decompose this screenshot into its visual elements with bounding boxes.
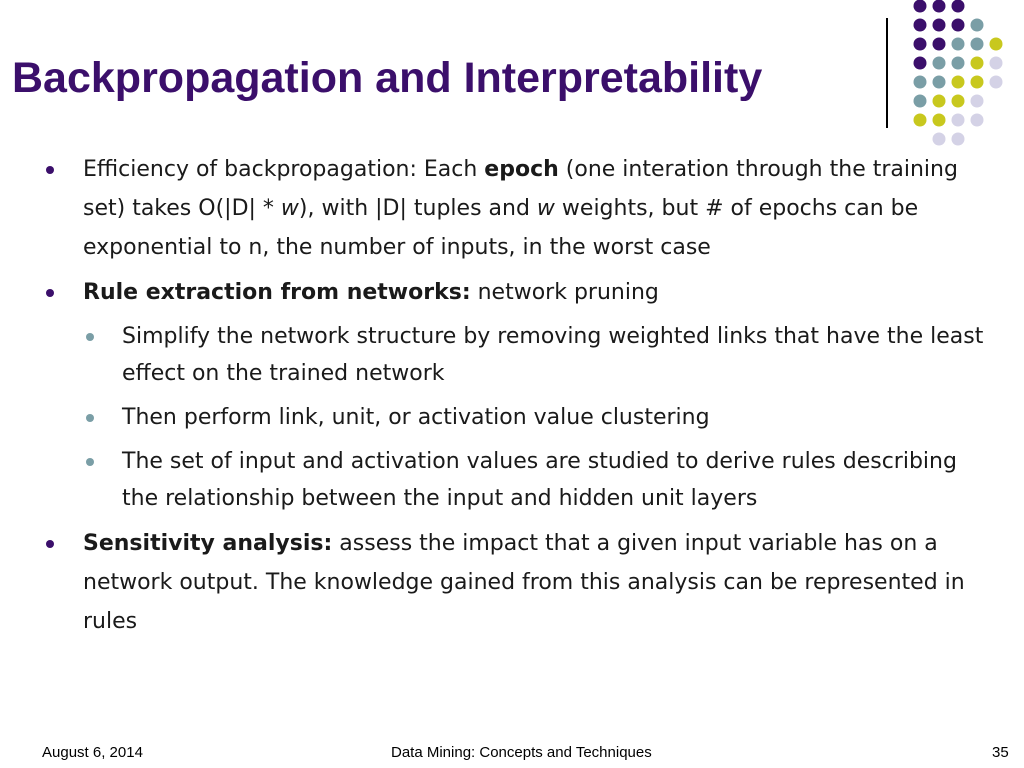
bullet-text-segment: w: [280, 196, 299, 221]
decorative-dot: [933, 133, 946, 146]
decorative-dot: [914, 19, 927, 32]
decorative-dot: [971, 114, 984, 127]
bullet-text-segment: Then perform link, unit, or activation value clustering: [122, 405, 710, 430]
bullet-text-segment: Sensitivity analysis:: [83, 531, 333, 556]
bullet-text-segment: Simplify the network structure by removing weighted links that have the least effect on the trained network: [122, 324, 984, 386]
bullet-text-segment: epoch: [484, 157, 559, 182]
decorative-dot: [933, 95, 946, 108]
decorative-dot: [990, 38, 1003, 51]
decorative-dot: [971, 57, 984, 70]
bullet-item: [40, 273, 990, 312]
sub-bullet-item: [40, 318, 990, 392]
bullet-text-segment: w: [536, 196, 555, 221]
decorative-dot: [990, 76, 1003, 89]
bullet-marker-icon: [86, 458, 94, 466]
decorative-dot: [914, 0, 927, 13]
decorative-dot-grid: [900, 0, 1024, 150]
bullet-text-segment: ), with |D| tuples and: [298, 196, 537, 221]
decorative-dot: [914, 76, 927, 89]
decorative-dot: [933, 114, 946, 127]
bullet-item: [40, 524, 990, 641]
footer-date: August 6, 2014: [42, 744, 143, 761]
decorative-dot: [933, 0, 946, 13]
sub-bullet-item: [40, 443, 990, 517]
decorative-dot: [914, 95, 927, 108]
decorative-dot: [952, 76, 965, 89]
bullet-marker-icon: [86, 333, 94, 341]
bullet-text-segment: (one interation through the training set) takes O(|D| *: [83, 157, 958, 221]
bullet-text-segment: assess the impact that a given input variable has on a network output. The knowledge gained from this analysis can be represented in rules: [83, 531, 965, 634]
bullet-text-segment: The set of input and activation values are studied to derive rules describing the relationship between the input and hidden unit layers: [122, 449, 957, 511]
decorative-dot: [914, 114, 927, 127]
decorative-dot: [971, 38, 984, 51]
bullet-text-segment: network pruning: [470, 280, 659, 305]
footer-title: Data Mining: Concepts and Techniques: [391, 744, 652, 761]
title-divider: [886, 18, 888, 128]
decorative-dot: [952, 57, 965, 70]
decorative-dot: [933, 19, 946, 32]
decorative-dot: [990, 57, 1003, 70]
decorative-dot: [933, 76, 946, 89]
decorative-dot: [914, 38, 927, 51]
bullet-item: [40, 150, 990, 267]
decorative-dot: [952, 133, 965, 146]
decorative-dot: [952, 114, 965, 127]
decorative-dot: [971, 76, 984, 89]
decorative-dot: [933, 57, 946, 70]
decorative-dot: [971, 19, 984, 32]
decorative-dot: [971, 95, 984, 108]
decorative-dot: [952, 19, 965, 32]
bullet-marker-icon: [46, 540, 54, 548]
slide-content: [40, 150, 990, 647]
decorative-dot: [914, 57, 927, 70]
slide-title: Backpropagation and Interpretability: [12, 54, 763, 102]
decorative-dot: [933, 38, 946, 51]
decorative-dot: [952, 38, 965, 51]
page-number: 35: [992, 744, 1009, 761]
bullet-marker-icon: [86, 414, 94, 422]
bullet-text-segment: Efficiency of backpropagation: Each: [83, 157, 485, 182]
bullet-text-segment: Rule extraction from networks:: [83, 280, 471, 305]
sub-bullet-item: [40, 399, 990, 436]
bullet-marker-icon: [46, 166, 54, 174]
bullet-marker-icon: [46, 289, 54, 297]
bullet-text-segment: weights, but # of epochs can be exponential to n, the number of inputs, in the worst case: [83, 196, 919, 260]
decorative-dot: [952, 95, 965, 108]
decorative-dot: [952, 0, 965, 13]
